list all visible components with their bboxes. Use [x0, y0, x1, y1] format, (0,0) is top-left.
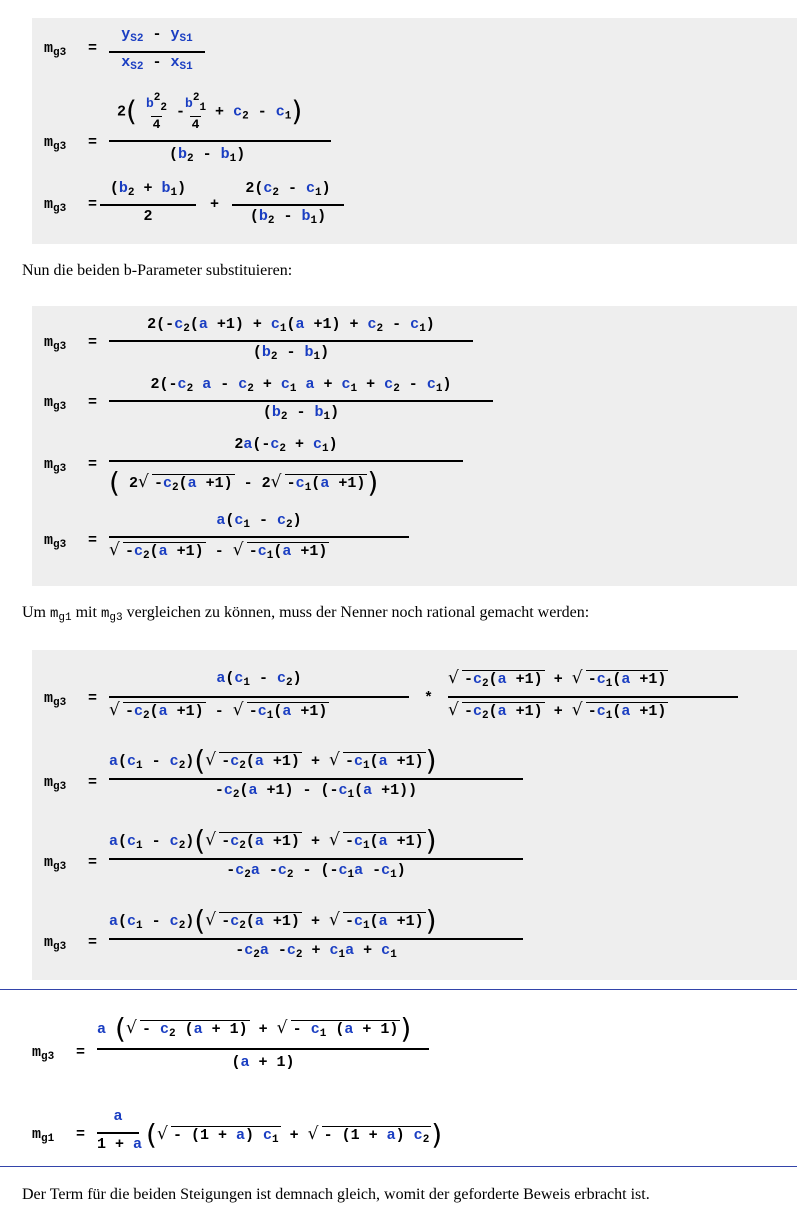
divider-line — [0, 1166, 797, 1167]
paragraph: Der Term für die beiden Steigungen ist demnach gleich, womit der geforderte Beweis erbracht ist. — [22, 1186, 650, 1203]
paragraph: Nun die beiden b-Parameter substituieren: — [22, 262, 293, 279]
paragraph: Um $m_{g1}$ mit $m_{g3}$ vergleichen zu können, muss der Nenner noch rational gemacht werden: — [22, 604, 590, 624]
formula-box-2: $m_{g3}$ = $2(-c_2(a +1) + c_1(a +1) + c_2 - c_1)$ $(b_2 - b_1)$ $m_{g3}$ = $2(-c_2$ $a - c_2 + c_1$ $a + c_1 + c_2 - c_1$) $(b_2 - b_1)$ $m_{g3}$ = $2a(-c_2 + c_1)$ ( 2√ $-c_2(a +1) - 2√$ $-c_1(a +1)$) $m_{g3}$ = $a(c_1 - c_2)$ √ $-c_2(a +1)$ - √ $-c_1(a +1)$ — [32, 306, 797, 586]
formula-box-1: $m_{g3}$ = $y_{S2} - y_{S1}$ $x_{S2} - x_{S1}$ $m_{g3}$ = 2( $b^2_2$ 4 $-b^2_1$ $4 + c_2 - c_1$) $(b_2 - b_1)$ $m_{g3}$ = $(b_2 + b_1)$ 2 + $2(c_2 - c_1)$ $(b_2 - b_1)$ — [32, 18, 797, 244]
divider-line — [0, 989, 797, 990]
formula-box-3: $m_{g3}$ = $a(c_1 - c_2)$ √ $-c_2(a +1)$ - √ $-c_1(a +1)$ * √ $-c_2(a +1)$ + √ $-c_1(a +1)$ √ $-c_2(a +1)$ + √ $-c_1(a +1)$ $m_{g3}$ = $a(c_1 - c_2)(√$ $-c_2(a +1)$ + √ $-c_1(a +1)$) $-c_2(a +1) - (-c_1(a +1))$ $m_{g3}$ = $a(c_1 - c_2)(√$ $-c_2(a +1)$ + √ $-c_1(a +1)$) $-c_2a$ $-c_2 - (-c_1a$ $-c_1$) $m_{g3}$ = $a(c_1 - c_2)(√$ $-c_2(a +1)$ + √ $-c_1(a +1)$) $-c_2a$ $-c_2 + c_1a + c_1$ — [32, 650, 797, 980]
